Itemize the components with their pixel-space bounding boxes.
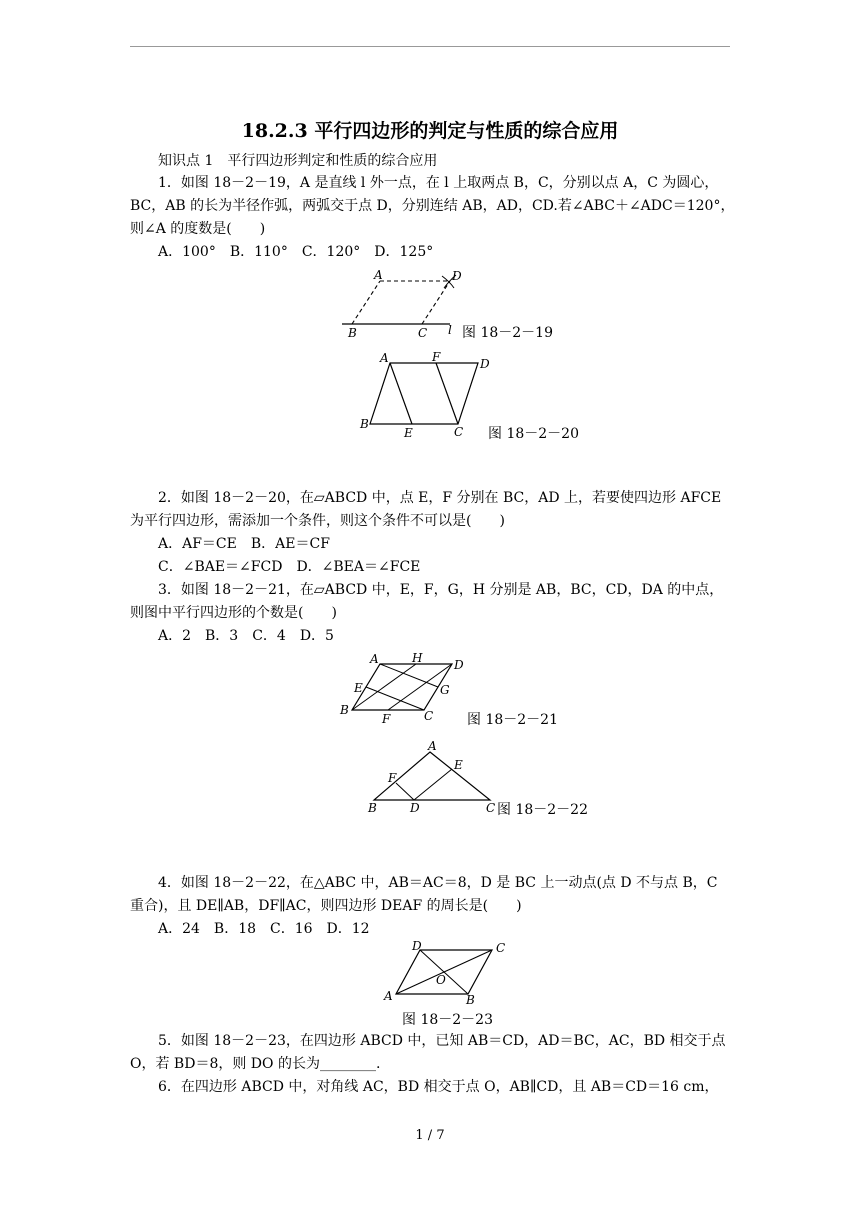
fig20-label-E: E [404, 426, 413, 440]
q4-line2: 重合)，且 DE∥AB，DF∥AC，则四边形 DEAF 的周长是( ) [130, 898, 522, 914]
q5-line2: O，若 BD＝8，则 DO 的长为________. [130, 1056, 381, 1072]
page-number: 1 / 7 [415, 1128, 445, 1143]
q1-line3: 则∠A 的度数是( ) [130, 221, 266, 237]
fig21-label-E: E [354, 681, 363, 695]
fig21-label-F: F [382, 712, 391, 726]
fig20-label-D: D [480, 357, 490, 371]
caption-18-2-21: 图 18－2－21 [467, 712, 558, 728]
q1-options: A．100° B．110° C．120° D．125° [158, 244, 434, 260]
section-label: 知识点 1 平行四边形判定和性质的综合应用 [158, 153, 438, 169]
fig22-label-E: E [454, 758, 463, 772]
q2-line1: 2．如图 18－2－20，在▱ABCD 中，点 E，F 分别在 BC，AD 上，若要使四边形 AFCE [158, 490, 722, 506]
fig23-label-B: B [466, 993, 475, 1007]
fig22-label-A: A [428, 739, 437, 753]
fig21-label-D: D [454, 658, 464, 672]
fig21-label-C: C [424, 709, 434, 723]
caption-18-2-23: 图 18－2－23 [402, 1012, 493, 1028]
q4-options: A．24 B．18 C．16 D．12 [158, 921, 370, 937]
fig20-label-B: B [360, 417, 369, 431]
figure-18-2-20 [356, 348, 496, 440]
q6-line1: 6．在四边形 ABCD 中，对角线 AC，BD 相交于点 O，AB∥CD，且 AB＝CD＝16 cm， [158, 1079, 719, 1095]
q4-line1: 4．如图 18－2－22，在△ABC 中，AB＝AC＝8，D 是 BC 上一动点(点 D 不与点 B，C [158, 875, 718, 891]
fig21-label-G: G [440, 683, 450, 697]
caption-18-2-20: 图 18－2－20 [488, 426, 579, 442]
q2-options-cd: C．∠BAE＝∠FCD D．∠BEA＝∠FCE [158, 559, 421, 575]
fig20-label-A: A [380, 351, 389, 365]
figure-18-2-21 [336, 650, 476, 728]
fig23-label-C: C [496, 941, 506, 955]
fig23-label-O: O [436, 973, 446, 987]
figure-18-2-19 [336, 266, 466, 346]
fig21-label-B: B [340, 703, 349, 717]
fig21-label-A: A [370, 652, 379, 666]
q2-line2: 为平行四边形，需添加一个条件，则这个条件不可以是( ) [130, 513, 505, 529]
figure-18-2-23 [380, 938, 516, 1006]
fig19-label-D: D [452, 269, 462, 283]
q5-line1: 5．如图 18－2－23，在四边形 ABCD 中，已知 AB＝CD，AD＝BC，AC，BD 相交于点 [158, 1033, 726, 1049]
fig19-label-B: B [348, 326, 357, 340]
fig20-label-C: C [454, 425, 464, 439]
fig22-label-B: B [368, 801, 377, 815]
fig19-label-A: A [374, 268, 383, 282]
q1-line2: BC，AB 的长为半径作弧，两弧交于点 D，分别连结 AB，AD，CD.若∠ABC＋∠ADC＝120°， [130, 198, 735, 214]
page-title: 18.2.3 平行四边形的判定与性质的综合应用 [241, 120, 619, 142]
caption-18-2-19: 图 18－2－19 [462, 325, 553, 341]
fig23-label-A: A [384, 989, 393, 1003]
q3-line1: 3．如图 18－2－21，在▱ABCD 中，E，F，G，H 分别是 AB，BC，CD，DA 的中点， [158, 582, 724, 598]
fig22-label-F: F [388, 771, 397, 785]
fig19-label-C: C [418, 326, 428, 340]
caption-18-2-22: 图 18－2－22 [497, 802, 588, 818]
figure-18-2-22 [366, 738, 506, 818]
q2-options-ab: A．AF＝CE B．AE＝CF [158, 536, 330, 552]
fig20-label-F: F [432, 350, 441, 364]
fig19-label-l: l [448, 323, 452, 337]
fig22-label-C: C [486, 801, 496, 815]
fig21-label-H: H [412, 651, 423, 665]
q1-line1: 1．如图 18－2－19，A 是直线 l 外一点，在 l 上取两点 B，C，分别以点 A，C 为圆心， [158, 175, 719, 191]
q3-options: A．2 B．3 C．4 D．5 [158, 628, 334, 644]
header-rule [130, 46, 730, 47]
fig22-label-D: D [410, 801, 420, 815]
q3-line2: 则图中平行四边形的个数是( ) [130, 605, 337, 621]
fig23-label-D: D [412, 939, 422, 953]
